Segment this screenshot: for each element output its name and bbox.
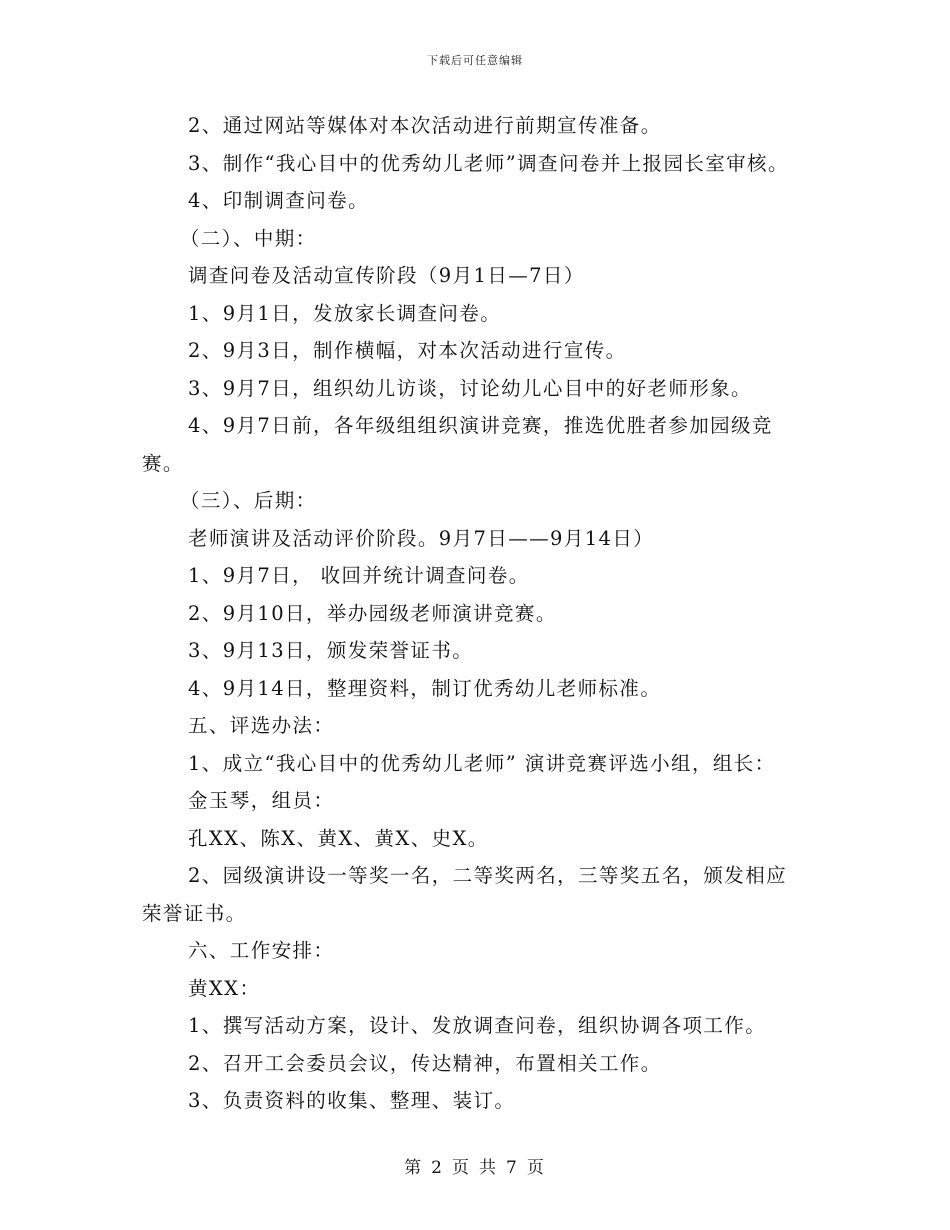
paragraph-line: 黄XX： [188,977,261,1000]
paragraph-line: 3、制作“我心目中的优秀幼儿老师”调查问卷并上报园长室审核。 [188,152,789,175]
paragraph-line: 4、9月14日，整理资料，制订优秀幼儿老师标准。 [188,677,662,700]
paragraph-line: 3、9月13日，颁发荣誉证书。 [188,639,474,662]
paragraph-line: 2、9月3日，制作横幅，对本次活动进行宣传。 [188,339,627,362]
paragraph-line: 1、9月1日，发放家长调查问卷。 [188,302,502,325]
paragraph-line: 调查问卷及活动宣传阶段（9月1日—7日） [188,264,585,287]
paragraph-line: 1、9月7日， 收回并统计调查问卷。 [188,564,530,587]
paragraph-line: 4、印制调查问卷。 [188,189,370,212]
paragraph-line: 1、成立“我心目中的优秀幼儿老师” 演讲竞赛评选小组，组长： [188,752,776,775]
page-header: 下载后可任意编辑 [427,54,523,67]
footer-prefix: 第 [404,1158,424,1178]
current-page-number: 2 [431,1158,444,1178]
paragraph-line: 孔XX、陈X、黄X、黄X、史X。 [188,827,489,850]
paragraph-line: 老师演讲及活动评价阶段。9月7日——9月14日） [188,527,655,550]
section-heading: （三）、后期： [180,489,317,512]
paragraph-line-continued: 赛。 [142,452,184,475]
total-pages-number: 7 [506,1158,519,1178]
footer-suffix: 页 [526,1158,546,1178]
section-heading: （二）、中期： [180,227,317,250]
paragraph-line: 4、9月7日前，各年级组组织演讲竞赛，推选优胜者参加园级竞 [188,414,773,437]
footer-total-label: 共 [479,1158,498,1178]
footer-page-label: 页 [452,1158,471,1178]
section-heading: 五、评选办法： [188,714,335,737]
paragraph-line: 1、撰写活动方案，设计、发放调查问卷，组织协调各项工作。 [188,1014,767,1037]
section-heading: 六、工作安排： [188,939,335,962]
paragraph-line: 2、召开工会委员会议，传达精神，布置相关工作。 [188,1052,662,1075]
paragraph-line: 金玉琴，组员： [188,789,335,812]
page-footer [0,1153,950,1178]
paragraph-line: 2、园级演讲设一等奖一名，二等奖两名，三等奖五名，颁发相应 [188,864,788,887]
paragraph-line: 2、通过网站等媒体对本次活动进行前期宣传准备。 [188,114,662,137]
paragraph-line: 3、9月7日，组织幼儿访谈，讨论幼儿心目中的好老师形象。 [188,377,752,400]
paragraph-line: 3、负责资料的收集、整理、装订。 [188,1089,516,1112]
paragraph-line-continued: 荣誉证书。 [142,902,247,925]
paragraph-line: 2、9月10日，举办园级老师演讲竞赛。 [188,602,557,625]
